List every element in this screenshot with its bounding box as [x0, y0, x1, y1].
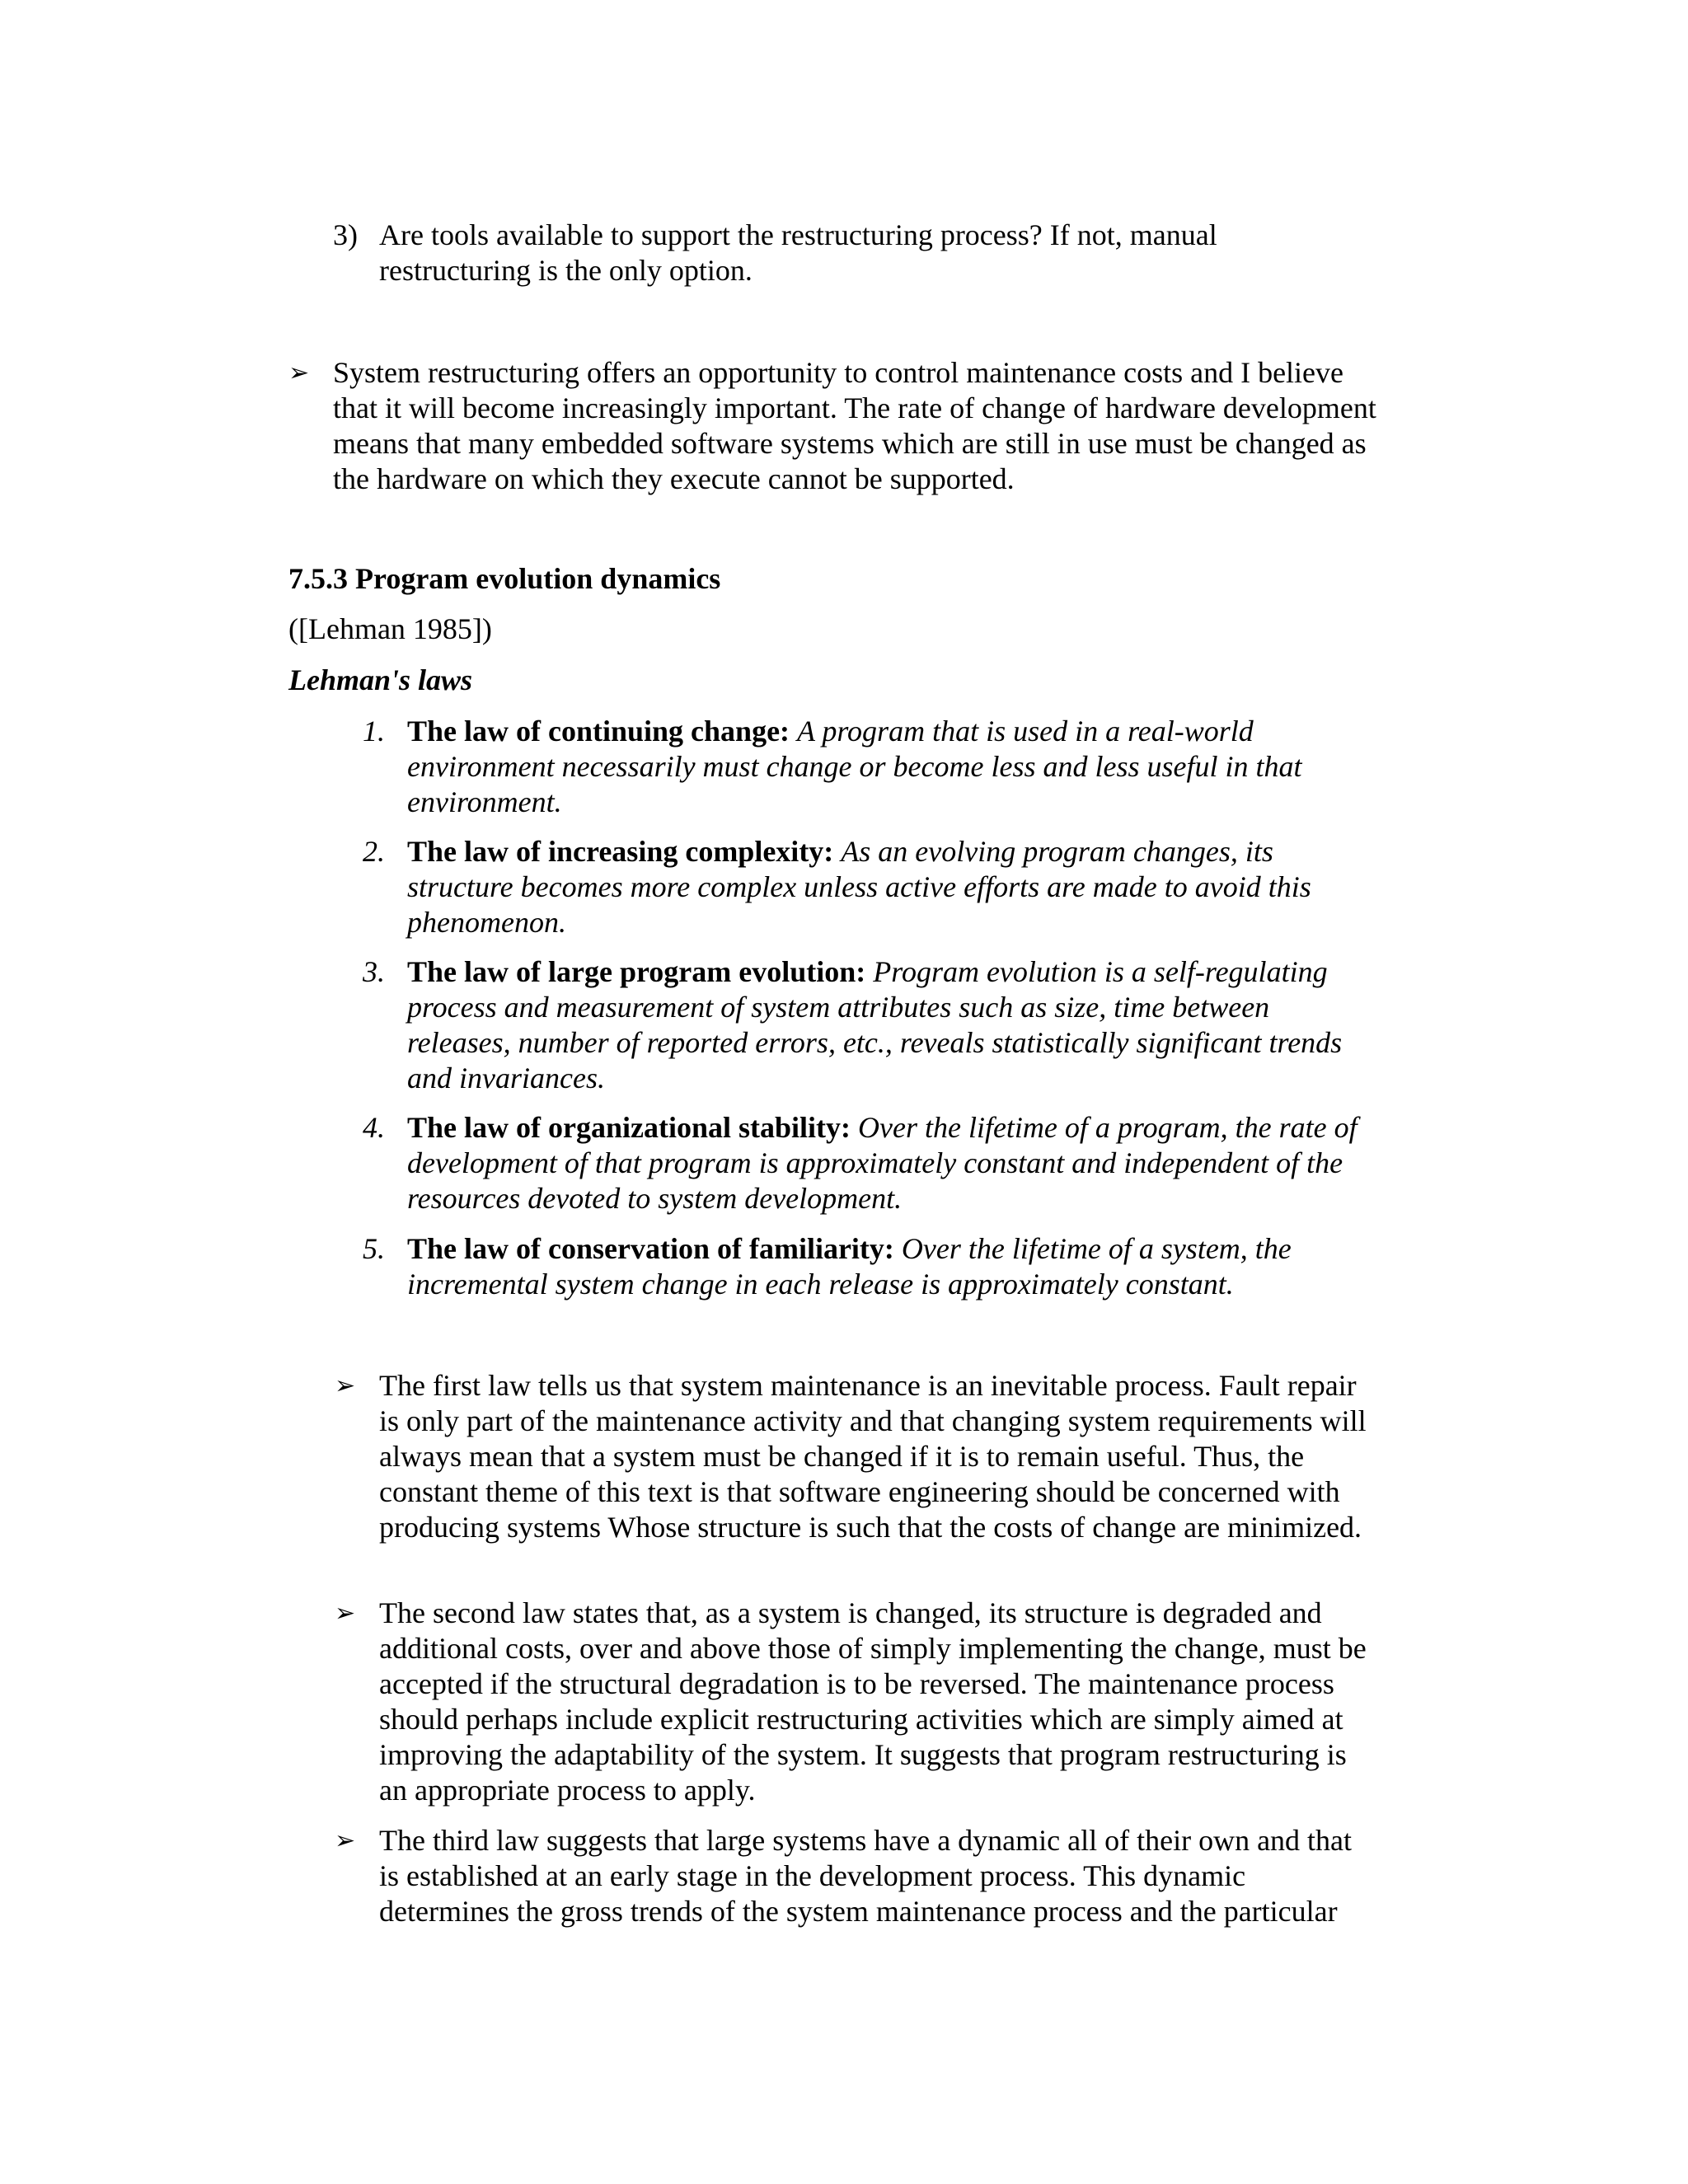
law-title: The law of conservation of familiarity:	[407, 1232, 894, 1265]
law-number: 2.	[363, 835, 385, 868]
law-item	[407, 834, 1380, 940]
commentary-paragraph: The first law tells us that system maintenance is an inevitable process. Fault repair is only part of the maintenance activity and that changing system requirements will always mean that a system must be changed if it is to remain useful. Thus, the constant theme of this text is that software engineering should be concerned with producing systems Whose structure is such that the costs of change are minimized.	[379, 1369, 1367, 1544]
law-text: Over the lifetime of a program, the rate of development of that program is approximately constant and independent of the resources devoted to system development.	[407, 1111, 1357, 1215]
citation: ([Lehman 1985])	[288, 612, 492, 645]
law-text: As an evolving program changes, its structure becomes more complex unless active efforts are made to avoid this phenomenon.	[407, 835, 1311, 939]
law-number: 5.	[363, 1232, 385, 1265]
law-title: The law of continuing change:	[407, 715, 790, 748]
law-item	[407, 714, 1380, 820]
commentary-paragraph: The third law suggests that large systems have a dynamic all of their own and that is established at an early stage in the development process. This dynamic determines the gross trends of the system maintenance process and the particular	[379, 1824, 1353, 1928]
arrow-bullet-icon: ➢	[335, 1599, 356, 1628]
law-number: 3.	[363, 955, 385, 988]
list-item-text: Are tools available to support the restructuring process? If not, manual restructuring is the only option.	[379, 218, 1217, 287]
arrow-bullet-icon: ➢	[335, 1371, 356, 1400]
arrow-bullet-icon: ➢	[288, 359, 310, 387]
bullet-paragraph: System restructuring offers an opportunity to control maintenance costs and I believe that it will become increasingly important. The rate of change of hardware development means that many embedded software systems which are still in use must be changed as the hardware on which they execute cannot be supported.	[333, 356, 1376, 495]
law-text: Over the lifetime of a system, the incremental system change in each release is approximately constant.	[407, 1232, 1292, 1301]
law-item	[407, 954, 1380, 1096]
subheading: Lehman's laws	[288, 663, 473, 696]
list-number: 3)	[333, 218, 358, 251]
arrow-bullet-icon: ➢	[335, 1826, 356, 1855]
law-number: 1.	[363, 715, 385, 748]
law-text: A program that is used in a real-world environment necessarily must change or become less and less useful in that environment.	[407, 715, 1302, 818]
law-item	[407, 1231, 1380, 1302]
law-title: The law of organizational stability:	[407, 1111, 851, 1144]
law-item	[407, 1110, 1380, 1216]
section-heading: 7.5.3 Program evolution dynamics	[288, 562, 721, 595]
law-title: The law of increasing complexity:	[407, 835, 834, 868]
law-text: Program evolution is a self-regulating process and measurement of system attributes such as size, time between releases, number of reported errors, etc., reveals statistically significant trends and invariances.	[407, 955, 1343, 1094]
commentary-paragraph: The second law states that, as a system is changed, its structure is degraded and additional costs, over and above those of simply implementing the change, must be accepted if the structural degradation is to be reversed. The maintenance process should perhaps include explicit restructuring activities which are simply aimed at improving the adaptability of the system. It suggests that program restructuring is an appropriate process to apply.	[379, 1596, 1367, 1807]
law-title: The law of large program evolution:	[407, 955, 866, 988]
law-number: 4.	[363, 1111, 385, 1144]
